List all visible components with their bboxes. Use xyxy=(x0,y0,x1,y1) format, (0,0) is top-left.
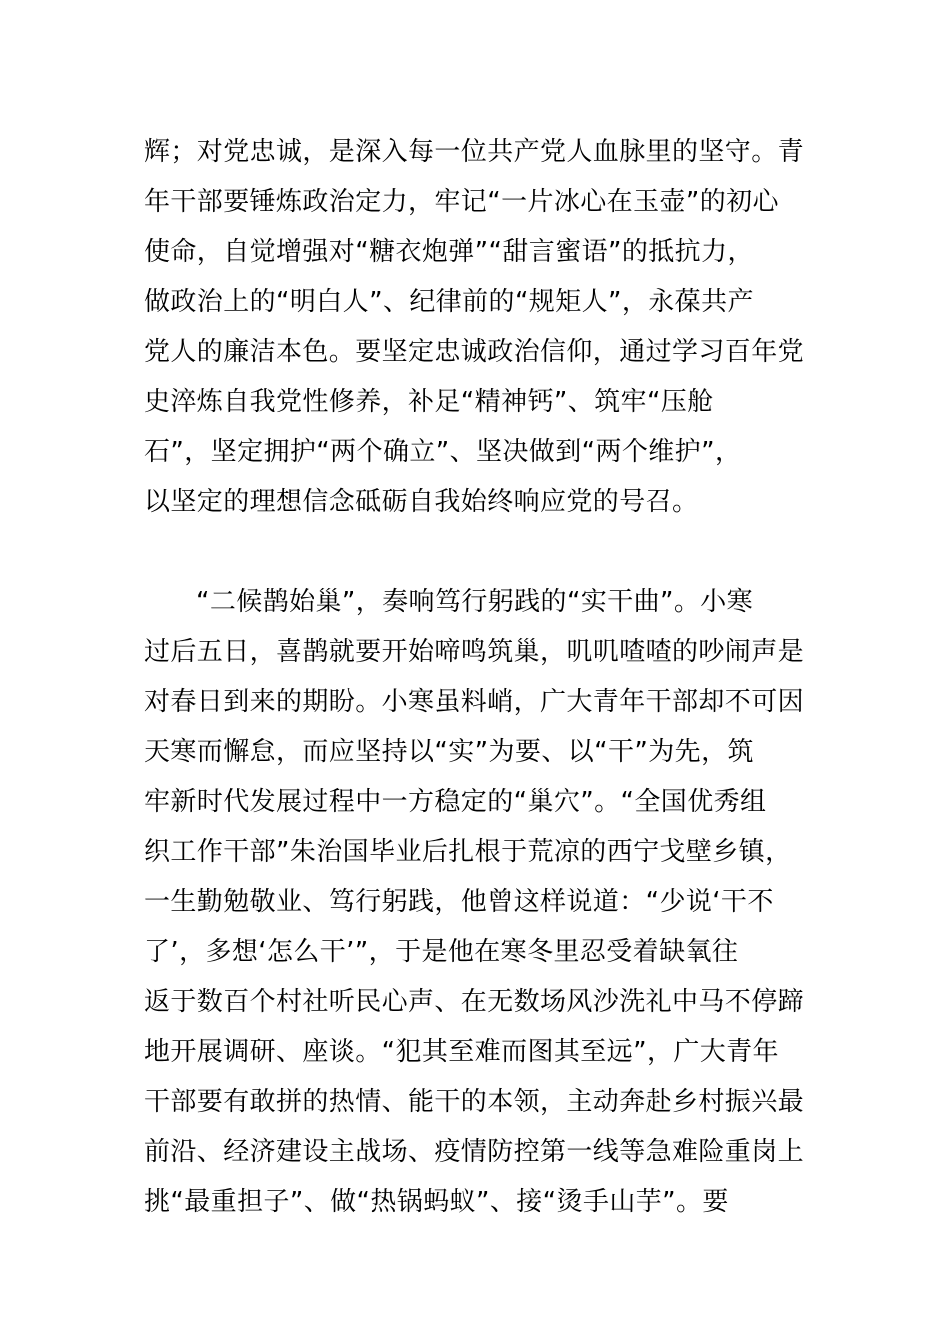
text-line: 了’，多想‘怎么干’”，于是他在寒冬里忍受着缺氧往 xyxy=(144,937,739,967)
text-line: 石”，坚定拥护“两个确立”、坚决做到“两个维护”， xyxy=(144,437,742,467)
text-line: 返于数百个村社听民心声、在无数场风沙洗礼中马不停蹄 xyxy=(144,987,805,1017)
text-line: 以坚定的理想信念砥砺自我始终响应党的号召。 xyxy=(144,487,699,517)
text-line: 对春日到来的期盼。小寒虽料峭，广大青年干部却不可因 xyxy=(144,687,805,717)
text-line: 使命，自觉增强对“糖衣炮弹”“甜言蜜语”的抵抗力， xyxy=(144,237,754,267)
text-line: 辉；对党忠诚，是深入每一位共产党人血脉里的坚守。青 xyxy=(144,137,805,167)
text-line: 挑“最重担子”、做“热锅蚂蚁”、接“烫手山芋”。要 xyxy=(144,1187,729,1217)
text-line: 干部要有敢拼的热情、能干的本领，主动奔赴乡村振兴最 xyxy=(144,1087,805,1117)
text-line: 地开展调研、座谈。“犯其至难而图其至远”，广大青年 xyxy=(144,1037,779,1067)
text-line: 做政治上的“明白人”、纪律前的“规矩人”，永葆共产 xyxy=(144,287,754,317)
text-line: 史淬炼自我党性修养，补足“精神钙”、筑牢“压舱 xyxy=(144,387,714,417)
text-line: “二候鹊始巢”，奏响笃行躬践的“实干曲”。小寒 xyxy=(196,587,754,617)
text-line: 前沿、经济建设主战场、疫情防控第一线等急难险重岗上 xyxy=(144,1137,805,1167)
text-line: 一生勤勉敬业、笃行躬践，他曾这样说道：“少说‘干不 xyxy=(144,887,774,917)
text-line: 党人的廉洁本色。要坚定忠诚政治信仰，通过学习百年党 xyxy=(144,337,805,367)
text-line: 过后五日，喜鹊就要开始啼鸣筑巢，叽叽喳喳的吵闹声是 xyxy=(144,637,805,667)
text-line: 牢新时代发展过程中一方稳定的“巢穴”。“全国优秀组 xyxy=(144,787,767,817)
text-line: 天寒而懈怠，而应坚持以“实”为要、以“干”为先，筑 xyxy=(144,737,754,767)
text-line: 年干部要锤炼政治定力，牢记“一片冰心在玉壶”的初心 xyxy=(144,187,779,217)
text-line: 织工作干部”朱治国毕业后扎根于荒凉的西宁戈壁乡镇， xyxy=(144,837,792,867)
